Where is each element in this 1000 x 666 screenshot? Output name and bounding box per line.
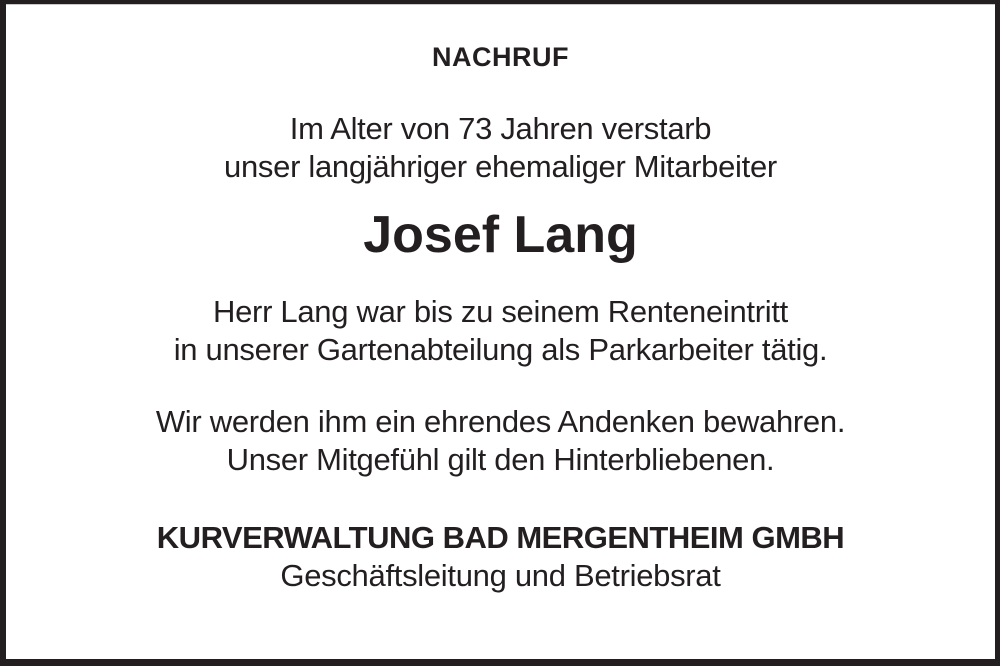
body1-line-1: Herr Lang war bis zu seinem Renteneintritt [213, 294, 788, 329]
intro-paragraph [6, 110, 995, 186]
signature-roles: Geschäftsleitung und Betriebsrat [280, 558, 721, 593]
signature-company: KURVERWALTUNG BAD MERGENTHEIM GMBH [156, 520, 845, 555]
signature-block [6, 519, 995, 595]
notice-title: NACHRUF [432, 42, 569, 72]
body-paragraph-2 [6, 403, 995, 479]
intro-line-2: unser langjähriger ehemaliger Mitarbeiter [224, 149, 777, 184]
body1-line-2: in unserer Gartenabteilung als Parkarbeiter tätig. [173, 332, 828, 367]
deceased-name: Josef Lang [363, 206, 638, 264]
intro-line-1: Im Alter von 73 Jahren verstarb [289, 111, 712, 146]
body-paragraph-1 [6, 293, 995, 369]
obituary-content [6, 4, 995, 595]
body2-line-1: Wir werden ihm ein ehrendes Andenken bewahren. [155, 404, 846, 439]
body2-line-2: Unser Mitgefühl gilt den Hinterbliebenen. [226, 442, 775, 477]
